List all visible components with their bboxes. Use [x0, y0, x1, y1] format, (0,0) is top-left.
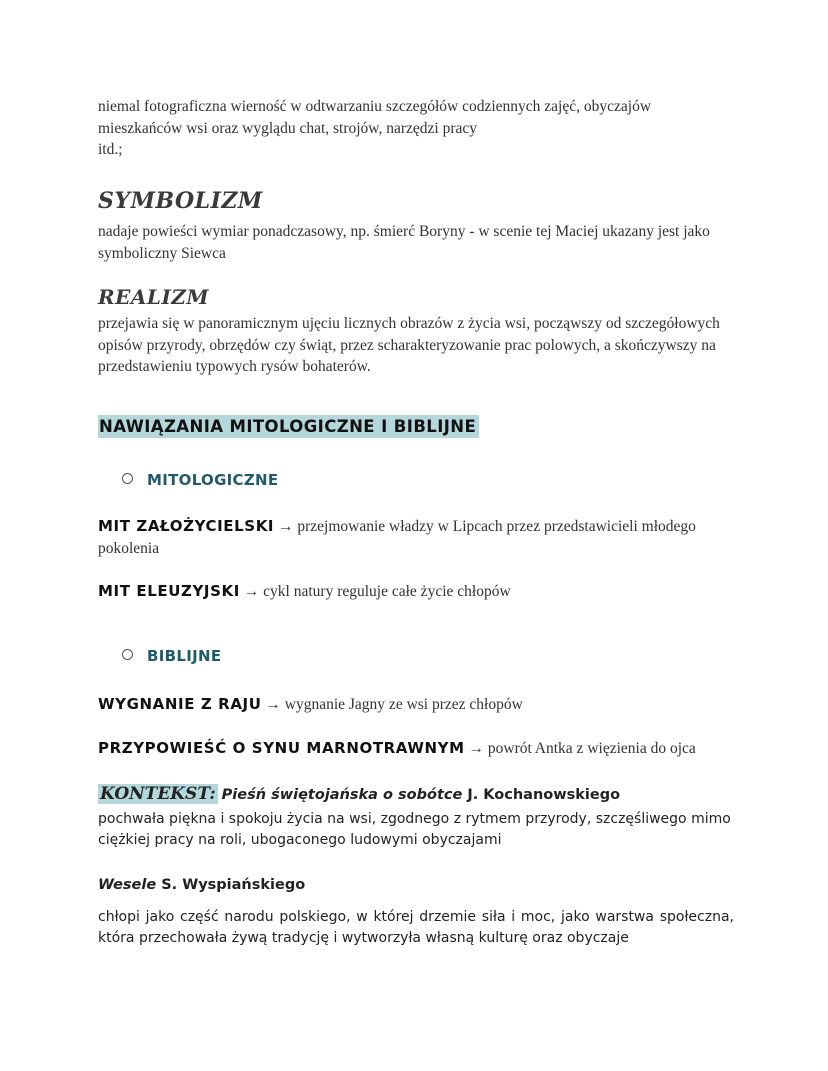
przypowiesc-item: [98, 738, 734, 760]
intro-line: niemal fotograficzna wierność w odtwarzaniu szczegółów codziennych zajęć, obyczajów: [98, 98, 652, 115]
mit-zalozycielski-item: [98, 516, 708, 559]
item-text: → powrót Antka z więzienia do ojca: [464, 740, 696, 757]
wesele-heading: [98, 875, 734, 896]
symbolizm-text: nadaje powieści wymiar ponadczasowy, np. śmierć Boryny - w scenie tej Maciej ukazany jest jako symboliczny Siewca: [98, 223, 710, 262]
kontekst-text: pochwała piękna i spokoju życia na wsi, zgodnego z rytmem przyrody, szczęśliwego mimo ciężkiej pracy na roli, ubogaconego ludowymi obyczajami: [98, 811, 731, 848]
item-name: MIT ZAŁOŻYCIELSKI: [98, 517, 275, 535]
kontekst-heading: [98, 784, 734, 806]
item-text: → cykl natury reguluje całe życie chłopów: [239, 583, 511, 600]
wygnanie-item: [98, 694, 734, 716]
wesele-author: S. Wyspiańskiego: [156, 877, 306, 893]
kontekst-work-title: Pieśń świętojańska o sobótce: [221, 787, 463, 803]
item-name: MIT ELEUZYJSKI: [98, 582, 240, 600]
item-text: → przejmowanie władzy w Lipcach przez przedstawicieli młodego pokolenia: [98, 518, 696, 557]
kontekst-label: KONTEKST:: [100, 784, 216, 804]
intro-line: itd.;: [98, 141, 123, 158]
item-text: → wygnanie Jagny ze wsi przez chłopów: [261, 696, 523, 713]
section-heading-wrap: [98, 415, 734, 438]
realizm-text: przejawia się w panoramicznym ujęciu licznych obrazów z życia wsi, począwszy od szczegółowych opisów przyrody, obrzędów czy świąt, przez scharakteryzowanie prac polowych, a skończywszy na przedstawieniu typowych rysów bohaterów.: [98, 315, 720, 375]
item-name: PRZYPOWIEŚĆ O SYNU MARNOTRAWNYM: [98, 739, 465, 757]
mitologiczne-label: MITOLOGICZNE: [147, 471, 279, 489]
intro-paragraph: [98, 96, 734, 161]
circle-bullet-icon: [122, 473, 133, 484]
kontekst-author: J. Kochanowskiego: [462, 787, 621, 803]
circle-bullet-icon: [122, 649, 133, 660]
biblijne-subheading: [122, 647, 758, 666]
section-heading: NAWIĄZANIA MITOLOGICZNE I BIBLIJNE: [98, 415, 479, 438]
biblijne-label: BIBLIJNE: [147, 647, 222, 665]
item-name: WYGNANIE Z RAJU: [98, 695, 262, 713]
wesele-title: Wesele: [98, 877, 157, 893]
wesele-text: chłopi jako część narodu polskiego, w której drzemie siła i moc, jako warstwa społeczna, która przechowała żywą tradycję i wytworzyła własną kulturę oraz obyczaje: [98, 909, 734, 946]
mitologiczne-subheading: [122, 471, 758, 490]
realizm-heading: REALIZM: [98, 285, 210, 309]
mit-eleuzyjski-item: [98, 581, 734, 603]
symbolizm-heading: SYMBOLIZM: [98, 188, 263, 214]
intro-line: mieszkańców wsi oraz wyglądu chat, strojów, narzędzi pracy: [98, 119, 478, 137]
